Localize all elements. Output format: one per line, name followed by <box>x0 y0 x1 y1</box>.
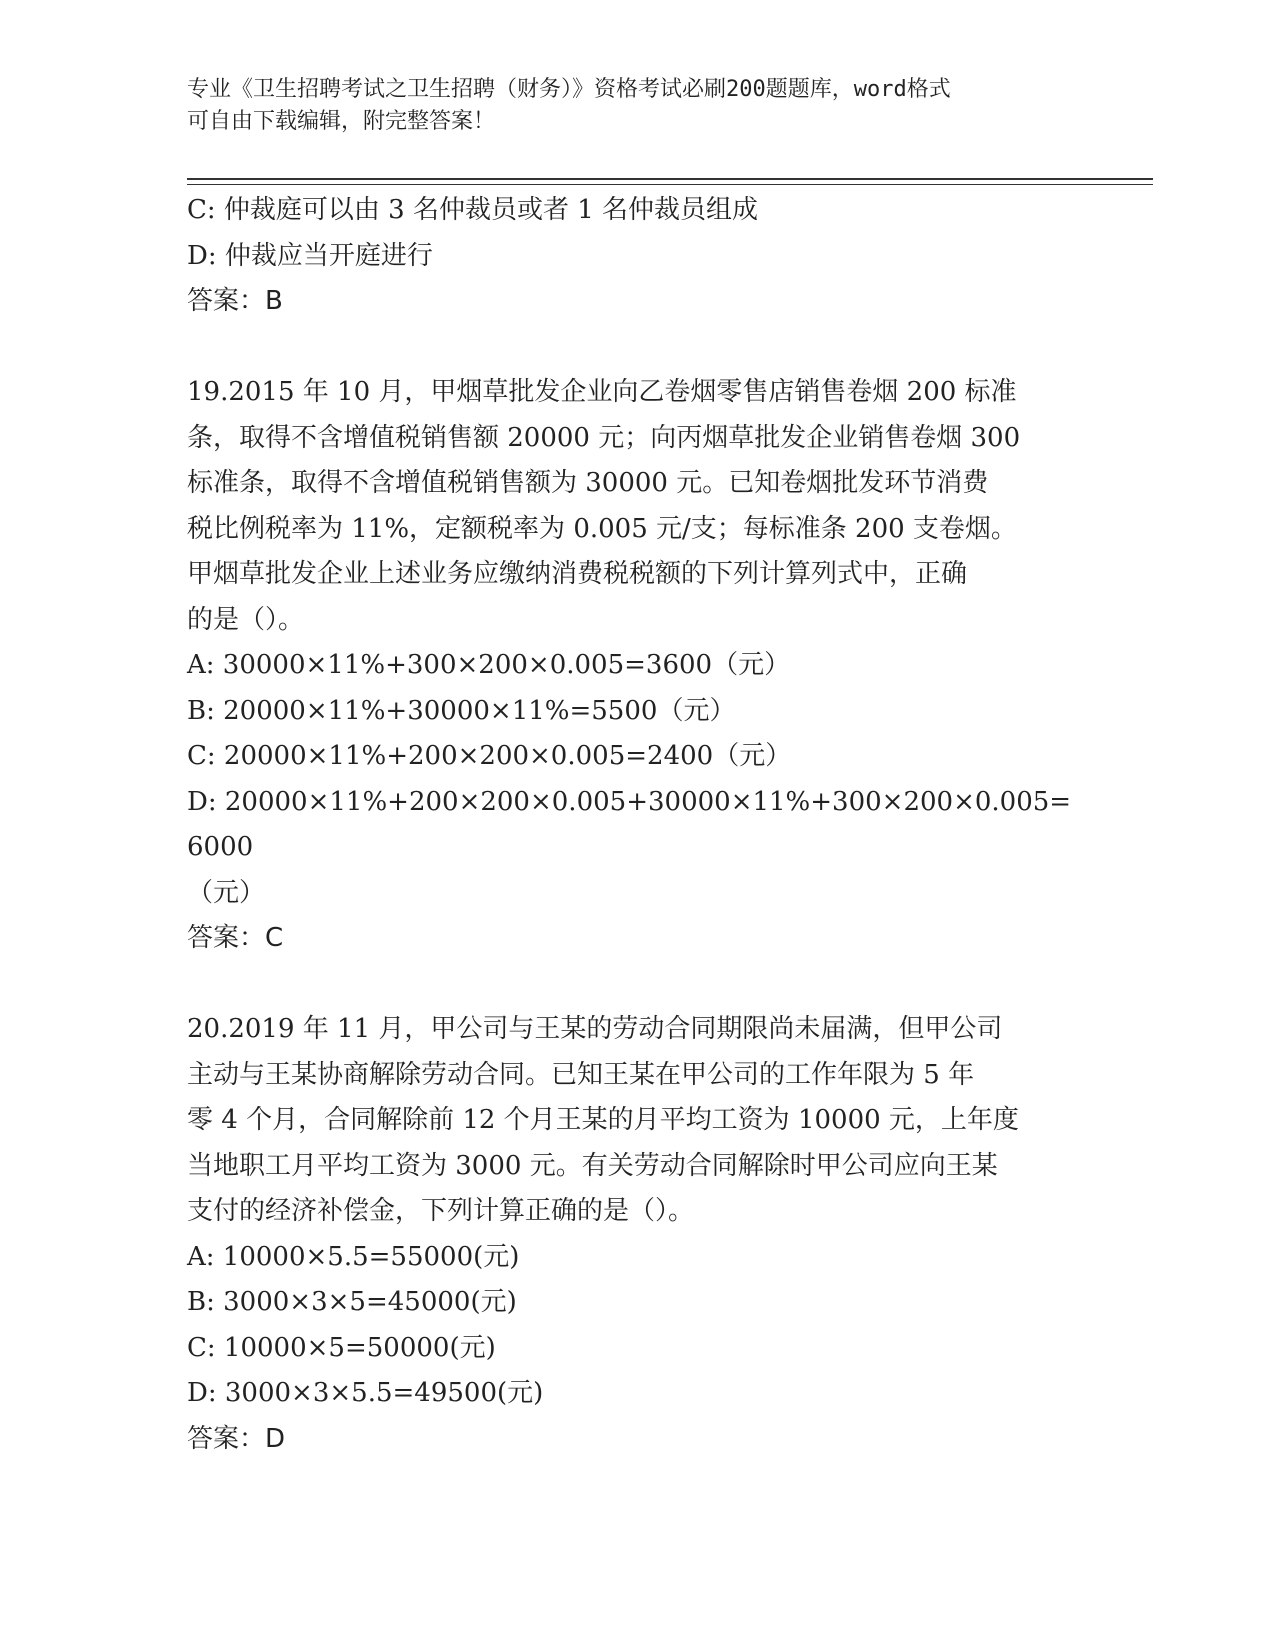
option-c: C: 20000×11%+200×200×0.005=2400（元） <box>187 741 792 771</box>
header-rule-thin <box>187 184 1153 185</box>
option-a: A: 30000×11%+300×200×0.005=3600（元） <box>187 650 791 680</box>
answer: 答案：C <box>187 923 284 953</box>
option-b: B: 3000×3×5=45000(元) <box>187 1287 517 1317</box>
question-stem-line: 当地职工月平均工资为 3000 元。有关劳动合同解除时甲公司应向王某 <box>187 1150 998 1181</box>
option-c: C: 仲裁庭可以由 3 名仲裁员或者 1 名仲裁员组成 <box>187 195 759 225</box>
document-body <box>187 188 1087 1462</box>
option-d-continued: （元） <box>187 877 266 908</box>
option-d: D: 3000×3×5.5=49500(元) <box>187 1378 544 1408</box>
question-stem-line: 甲烟草批发企业上述业务应缴纳消费税税额的下列计算列式中，正确 <box>187 559 968 589</box>
question-stem-line: 税比例税率为 11%，定额税率为 0.005 元/支；每标准条 200 支卷烟。 <box>187 513 1017 544</box>
question-stem-line: 的是（）。 <box>187 604 305 635</box>
question-stem-line: 标准条，取得不含增值税销售额为 30000 元。已知卷烟批发环节消费 <box>187 468 989 498</box>
question-stem-line: 主动与王某协商解除劳动合同。已知王某在甲公司的工作年限为 5 年 <box>187 1059 975 1090</box>
option-d: D: 仲裁应当开庭进行 <box>187 240 433 271</box>
option-b: B: 20000×11%+30000×11%=5500（元） <box>187 695 736 726</box>
option-c: C: 10000×5=50000(元) <box>187 1332 496 1363</box>
option-a: A: 10000×5.5=55000(元) <box>187 1241 520 1272</box>
header-rule-thick <box>187 178 1153 180</box>
option-d: D: 20000×11%+200×200×0.005+30000×11%+300×200×0.005=6000 <box>187 786 1072 862</box>
question-stem-line: 条，取得不含增值税销售额 20000 元；向丙烟草批发企业销售卷烟 300 <box>187 422 1021 453</box>
previous-question <box>187 188 1087 325</box>
answer: 答案：D <box>187 1423 286 1454</box>
question-19 <box>187 370 1087 962</box>
question-20 <box>187 1007 1087 1462</box>
question-stem-line: 零 4 个月，合同解除前 12 个月王某的月平均工资为 10000 元，上年度 <box>187 1105 1019 1135</box>
header-line-2: 可自由下载编辑，附完整答案！ <box>187 109 496 134</box>
question-stem-line: 20.2019 年 11 月，甲公司与王某的劳动合同期限尚未届满，但甲公司 <box>187 1014 1003 1044</box>
question-stem-line: 支付的经济补偿金，下列计算正确的是（）。 <box>187 1196 695 1226</box>
question-stem-line: 19.2015 年 10 月，甲烟草批发企业向乙卷烟零售店销售卷烟 200 标准 <box>187 377 1017 407</box>
document-header <box>187 74 1067 138</box>
answer: 答案：B <box>187 286 283 316</box>
header-line-1: 专业《卫生招聘考试之卫生招聘（财务）》资格考试必刷200题题库，word格式 <box>187 77 951 102</box>
